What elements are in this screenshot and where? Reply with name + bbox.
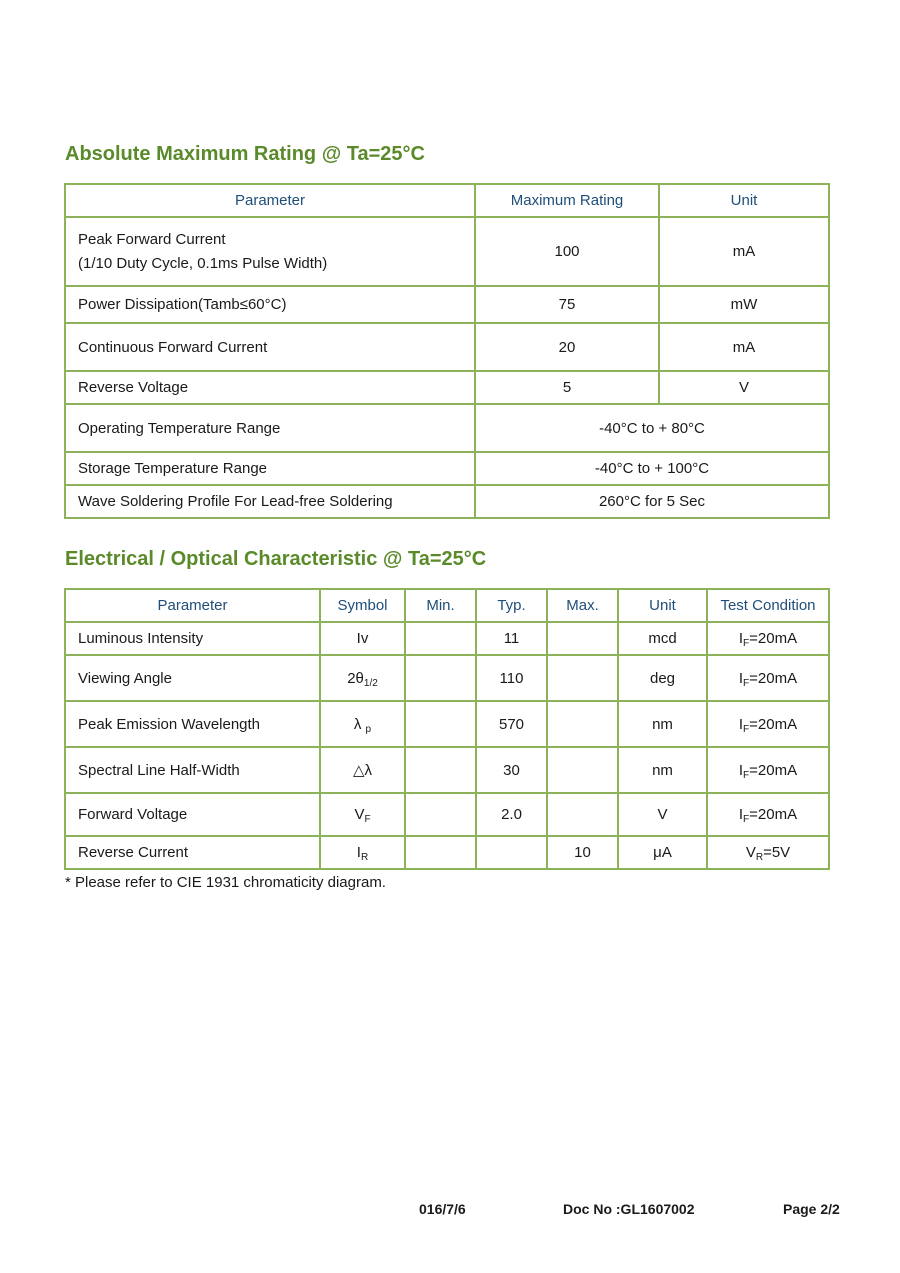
param-cell: Operating Temperature Range (65, 404, 475, 452)
rating-cell: 5 (475, 371, 659, 404)
condition-rest: =20mA (749, 761, 798, 779)
footer-date: 016/7/6 (419, 1201, 466, 1217)
unit-cell: nm (618, 747, 707, 793)
header-parameter: Parameter (65, 184, 475, 217)
condition-sub: F (743, 769, 750, 781)
table-row (65, 371, 829, 404)
condition-main: I (738, 806, 744, 823)
condition-cell (707, 701, 829, 747)
param-cell (65, 217, 475, 286)
condition-cell (707, 622, 829, 655)
symbol-cell: △λ (320, 747, 405, 793)
header-symbol: Symbol (320, 589, 405, 622)
param-cell: Spectral Line Half-Width (65, 747, 320, 793)
unit-cell: deg (618, 655, 707, 701)
unit-cell: mA (659, 323, 829, 371)
unit-cell: V (659, 371, 829, 404)
min-cell (405, 793, 476, 836)
symbol-sub: F (364, 814, 371, 825)
unit-cell: mcd (618, 622, 707, 655)
symbol-main: I (356, 844, 361, 861)
typ-cell: 2.0 (476, 793, 547, 836)
symbol-main: 2θ (347, 669, 364, 687)
min-cell (405, 836, 476, 869)
table-row (65, 793, 829, 836)
absolute-max-rating-table (64, 183, 830, 519)
max-cell (547, 701, 618, 747)
table-header-row (65, 184, 829, 217)
section-title-absolute-max: Absolute Maximum Rating @ Ta=25°C (65, 143, 425, 165)
symbol-cell (320, 655, 405, 701)
typ-cell: 30 (476, 747, 547, 793)
condition-rest: =20mA (749, 715, 798, 733)
table-row (65, 622, 829, 655)
rating-cell: 20 (475, 323, 659, 371)
unit-cell: mA (659, 217, 829, 286)
unit-cell: nm (618, 701, 707, 747)
unit-cell: mW (659, 286, 829, 323)
condition-rest: =5V (763, 844, 791, 861)
header-unit: Unit (618, 589, 707, 622)
min-cell (405, 701, 476, 747)
max-cell (547, 655, 618, 701)
condition-cell (707, 747, 829, 793)
header-parameter: Parameter (65, 589, 320, 622)
typ-cell: 110 (476, 655, 547, 701)
condition-sub: F (743, 677, 750, 689)
max-cell (547, 622, 618, 655)
param-cell: Storage Temperature Range (65, 452, 475, 485)
table-row (65, 286, 829, 323)
table-row (65, 485, 829, 518)
condition-cell (707, 836, 829, 869)
min-cell (405, 747, 476, 793)
param-cell: Viewing Angle (65, 655, 320, 701)
condition-main: I (738, 715, 744, 733)
header-maximum-rating: Maximum Rating (475, 184, 659, 217)
table-row (65, 404, 829, 452)
condition-rest: =20mA (749, 669, 798, 687)
min-cell (405, 622, 476, 655)
typ-cell: 570 (476, 701, 547, 747)
header-unit: Unit (659, 184, 829, 217)
header-max: Max. (547, 589, 618, 622)
symbol-cell (320, 836, 405, 869)
condition-rest: =20mA (749, 630, 798, 647)
header-min: Min. (405, 589, 476, 622)
param-cell: Power Dissipation(Tamb≤60°C) (65, 286, 475, 323)
max-cell: 10 (547, 836, 618, 869)
param-cell: Continuous Forward Current (65, 323, 475, 371)
unit-cell: V (618, 793, 707, 836)
condition-cell (707, 793, 829, 836)
table-row (65, 747, 829, 793)
typ-cell (476, 836, 547, 869)
param-cell: Forward Voltage (65, 793, 320, 836)
param-cell: Reverse Current (65, 836, 320, 869)
table-row (65, 655, 829, 701)
condition-sub: R (755, 852, 764, 863)
table-header-row (65, 589, 829, 622)
condition-main: I (738, 761, 744, 779)
min-cell (405, 655, 476, 701)
max-cell (547, 747, 618, 793)
condition-main: V (745, 844, 756, 861)
condition-rest: =20mA (749, 806, 798, 823)
condition-main: I (738, 630, 744, 647)
condition-sub: F (743, 638, 750, 649)
condition-cell (707, 655, 829, 701)
header-test-condition: Test Condition (707, 589, 829, 622)
section-title-electrical-optical: Electrical / Optical Characteristic @ Ta=25°C (65, 548, 487, 570)
unit-cell: μA (618, 836, 707, 869)
param-line-1: Peak Forward Current (78, 230, 226, 248)
param-cell: Luminous Intensity (65, 622, 320, 655)
symbol-sub: p (365, 723, 372, 735)
footer-page-number: Page 2/2 (783, 1201, 840, 1217)
table-row (65, 836, 829, 869)
condition-sub: F (743, 814, 750, 825)
rating-cell: 100 (475, 217, 659, 286)
symbol-main: V (354, 806, 365, 823)
table-row (65, 452, 829, 485)
table-row (65, 323, 829, 371)
symbol-cell: Iv (320, 622, 405, 655)
symbol-cell (320, 701, 405, 747)
table-row (65, 217, 829, 286)
header-typ: Typ. (476, 589, 547, 622)
footer-doc-number: Doc No :GL1607002 (563, 1201, 695, 1217)
table-row (65, 701, 829, 747)
param-cell: Peak Emission Wavelength (65, 701, 320, 747)
typ-cell: 11 (476, 622, 547, 655)
condition-main: I (738, 669, 744, 687)
rating-cell: -40°C to + 80°C (475, 404, 829, 452)
electrical-optical-table (64, 588, 830, 870)
param-cell: Wave Soldering Profile For Lead-free Soldering (65, 485, 475, 518)
rating-cell: 75 (475, 286, 659, 323)
symbol-sub: 1/2 (363, 677, 378, 689)
symbol-sub: R (360, 852, 369, 863)
max-cell (547, 793, 618, 836)
symbol-main: λ (353, 715, 366, 733)
symbol-cell (320, 793, 405, 836)
chromaticity-note: * Please refer to CIE 1931 chromaticity diagram. (65, 874, 386, 891)
rating-cell: 260°C for 5 Sec (475, 485, 829, 518)
param-line-2: (1/10 Duty Cycle, 0.1ms Pulse Width) (78, 254, 328, 272)
param-cell: Reverse Voltage (65, 371, 475, 404)
rating-cell: -40°C to + 100°C (475, 452, 829, 485)
condition-sub: F (743, 723, 750, 735)
